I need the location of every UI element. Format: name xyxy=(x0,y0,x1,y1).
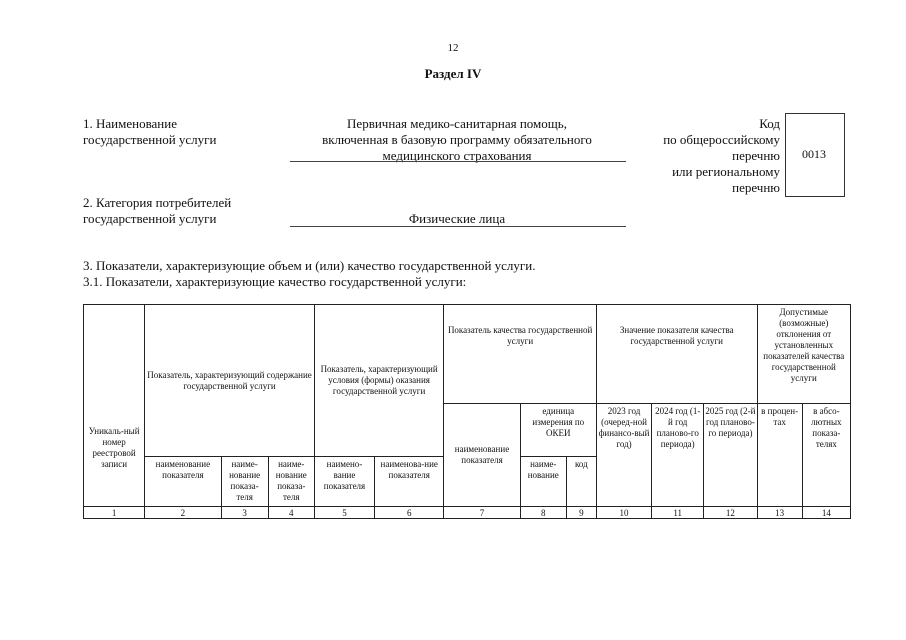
heading-3-1: 3.1. Показатели, характеризующие качество государственной услуги: xyxy=(83,274,467,289)
header-content-indicator: Показатель, характеризующий содержание государственной услуги xyxy=(145,305,315,457)
column-number: 10 xyxy=(596,507,651,519)
header-year-2024: 2024 год (1-й год планово-го периода) xyxy=(652,404,704,507)
category-value: Физические лица xyxy=(408,211,506,226)
column-number: 4 xyxy=(268,507,314,519)
header-deviation-percent: в процен-тах xyxy=(757,404,802,507)
column-number: 13 xyxy=(757,507,802,519)
column-number: 9 xyxy=(566,507,596,519)
column-number: 2 xyxy=(145,507,221,519)
header-col-6: наименова-ние показателя xyxy=(375,457,444,507)
column-number: 6 xyxy=(375,507,444,519)
code-label: Код по общероссийскому перечню или региональному перечню xyxy=(663,116,780,195)
header-conditions-indicator: Показатель, характеризующий условия (формы) оказания государственной услуги xyxy=(314,305,443,457)
header-col-5: наимено-вание показателя xyxy=(314,457,374,507)
code-value: 0013 xyxy=(802,147,826,161)
column-number: 8 xyxy=(520,507,566,519)
header-quality-value: Значение показателя качества государственной услуги xyxy=(596,305,757,404)
column-number: 1 xyxy=(84,507,145,519)
column-number: 14 xyxy=(802,507,850,519)
header-quality-indicator: Показатель качества государственной услуги xyxy=(444,305,597,404)
column-number-row xyxy=(84,507,851,519)
page-number: 12 xyxy=(447,42,459,54)
service-name-underline xyxy=(290,161,626,162)
header-col-3: наиме-нование показа-теля xyxy=(221,457,268,507)
header-unit-code: код xyxy=(566,457,596,507)
header-year-2025: 2025 год (2-й год планово-го периода) xyxy=(704,404,757,507)
category-label: 2. Категория потребителей государственной услуги xyxy=(83,195,232,226)
column-number: 12 xyxy=(704,507,757,519)
service-name-value: Первичная медико-санитарная помощь, включенная в базовую программу обязательного медицинского страхования xyxy=(322,116,592,163)
section-title: Раздел IV xyxy=(424,66,482,81)
column-number: 5 xyxy=(314,507,374,519)
column-number: 11 xyxy=(652,507,704,519)
header-unit-name: наиме-нование xyxy=(520,457,566,507)
header-deviation: Допустимые (возможные) отклонения от установленных показателей качества государственной услуги xyxy=(757,305,850,404)
header-col-2: наименование показателя xyxy=(145,457,221,507)
header-deviation-absolute: в абсо-лютных показа-телях xyxy=(802,404,850,507)
header-unique-number: Уникаль-ный номер реестровой записи xyxy=(84,305,145,507)
heading-3: 3. Показатели, характеризующие объем и (или) качество государственной услуги. xyxy=(83,258,536,273)
column-number: 7 xyxy=(444,507,520,519)
header-year-2023: 2023 год (очеред-ной финансо-вый год) xyxy=(596,404,651,507)
header-col-4: наиме-нование показа-теля xyxy=(268,457,314,507)
header-unit-okei: единица измерения по ОКЕИ xyxy=(520,404,596,457)
header-indicator-name: наименование показателя xyxy=(444,404,520,507)
quality-indicators-table xyxy=(83,304,851,519)
category-underline xyxy=(290,226,626,227)
service-name-label: 1. Наименование государственной услуги xyxy=(83,116,217,147)
column-number: 3 xyxy=(221,507,268,519)
